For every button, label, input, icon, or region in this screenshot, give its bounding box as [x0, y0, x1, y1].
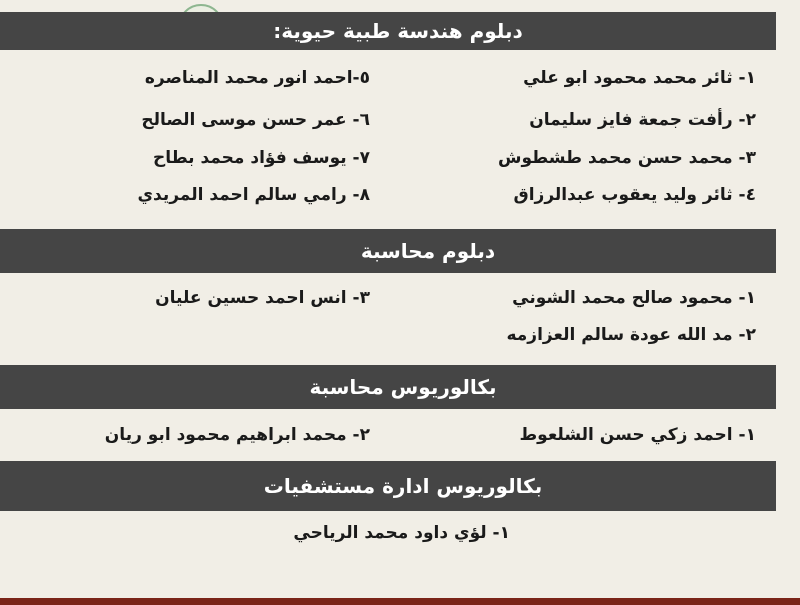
name-item: ١- ثائر محمد محمود ابو علي — [523, 68, 756, 88]
name-item: ٣- محمد حسن محمد طشطوش — [498, 148, 756, 168]
section-header-accounting-bachelor — [0, 365, 776, 409]
section-title: دبلوم هندسة طبية حيوية: — [273, 19, 523, 43]
name-item: ٣- انس احمد حسين عليان — [155, 288, 370, 308]
section-title: بكالوريوس ادارة مستشفيات — [263, 474, 543, 498]
name-item: ٨- رامي سالم احمد المريدي — [137, 185, 370, 205]
section-title: دبلوم محاسبة — [360, 239, 496, 263]
section-header-biomedical-diploma — [0, 12, 776, 50]
name-item: ٥-احمد انور محمد المناصره — [144, 68, 370, 88]
name-item: ٢- رأفت جمعة فايز سليمان — [529, 110, 756, 130]
name-item: ١- محمود صالح محمد الشوني — [512, 288, 756, 308]
bottom-border — [0, 598, 800, 605]
name-item: ٧- يوسف فؤاد محمد بطاح — [152, 148, 370, 168]
section-title: بكالوريوس محاسبة — [309, 375, 497, 399]
name-item: ١- احمد زكي حسن الشلعوط — [519, 425, 756, 445]
name-item: ٦- عمر حسن موسى الصالح — [141, 110, 370, 130]
name-item: ٤- ثائر وليد يعقوب عبدالرزاق — [513, 185, 756, 205]
name-item: ١- لؤي داود محمد الرياحي — [293, 523, 510, 543]
section-header-accounting-diploma — [0, 229, 776, 273]
name-item: ٢- محمد ابراهيم محمود ابو ريان — [104, 425, 370, 445]
name-item: ٢- مد الله عودة سالم العزازمه — [506, 325, 756, 345]
section-header-hospital-management-bachelor — [0, 461, 776, 511]
